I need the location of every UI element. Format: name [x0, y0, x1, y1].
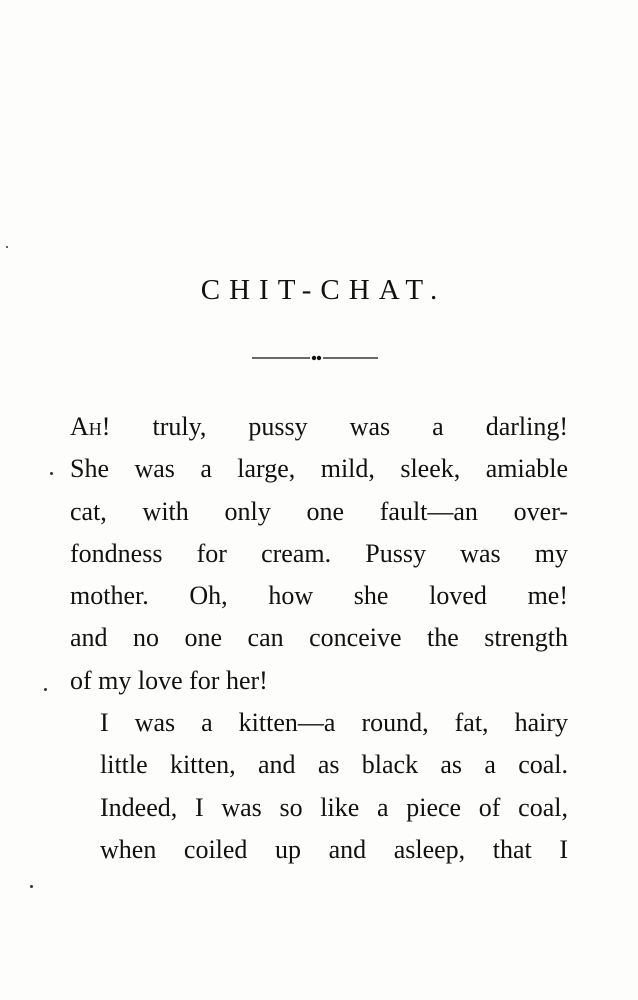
- text-line: [70, 406, 568, 448]
- paper-speck: [30, 885, 33, 888]
- paper-speck: [6, 246, 8, 248]
- body-text: [70, 406, 568, 871]
- text-line: Indeed, I was so like a piece of coal,: [100, 792, 568, 822]
- text-line: and no one can conceive the strength: [70, 623, 568, 653]
- ornament-divider: [252, 352, 378, 364]
- paper-speck: [50, 472, 53, 475]
- paragraph-2: [70, 702, 568, 871]
- opening-small-caps: Ah: [70, 412, 102, 441]
- text-line: She was a large, mild, sleek, amiable: [70, 454, 568, 484]
- text-line: when coiled up and asleep, that I: [100, 834, 568, 864]
- paragraph-1: [70, 406, 568, 702]
- text-line: fondness for cream. Pussy was my: [70, 538, 568, 568]
- text-line: little kitten, and as black as a coal.: [100, 750, 568, 780]
- text-line: I was a kitten—a round, fat, hairy: [100, 708, 568, 738]
- text-line: mother. Oh, how she loved me!: [70, 581, 568, 611]
- text-line: of my love for her!: [70, 665, 268, 695]
- line-text: ! truly, pussy was a darling!: [101, 412, 568, 441]
- text-line: cat, with only one fault—an over-: [70, 496, 568, 526]
- paper-speck: [44, 688, 47, 691]
- chapter-title: CHIT-CHAT.: [200, 274, 447, 306]
